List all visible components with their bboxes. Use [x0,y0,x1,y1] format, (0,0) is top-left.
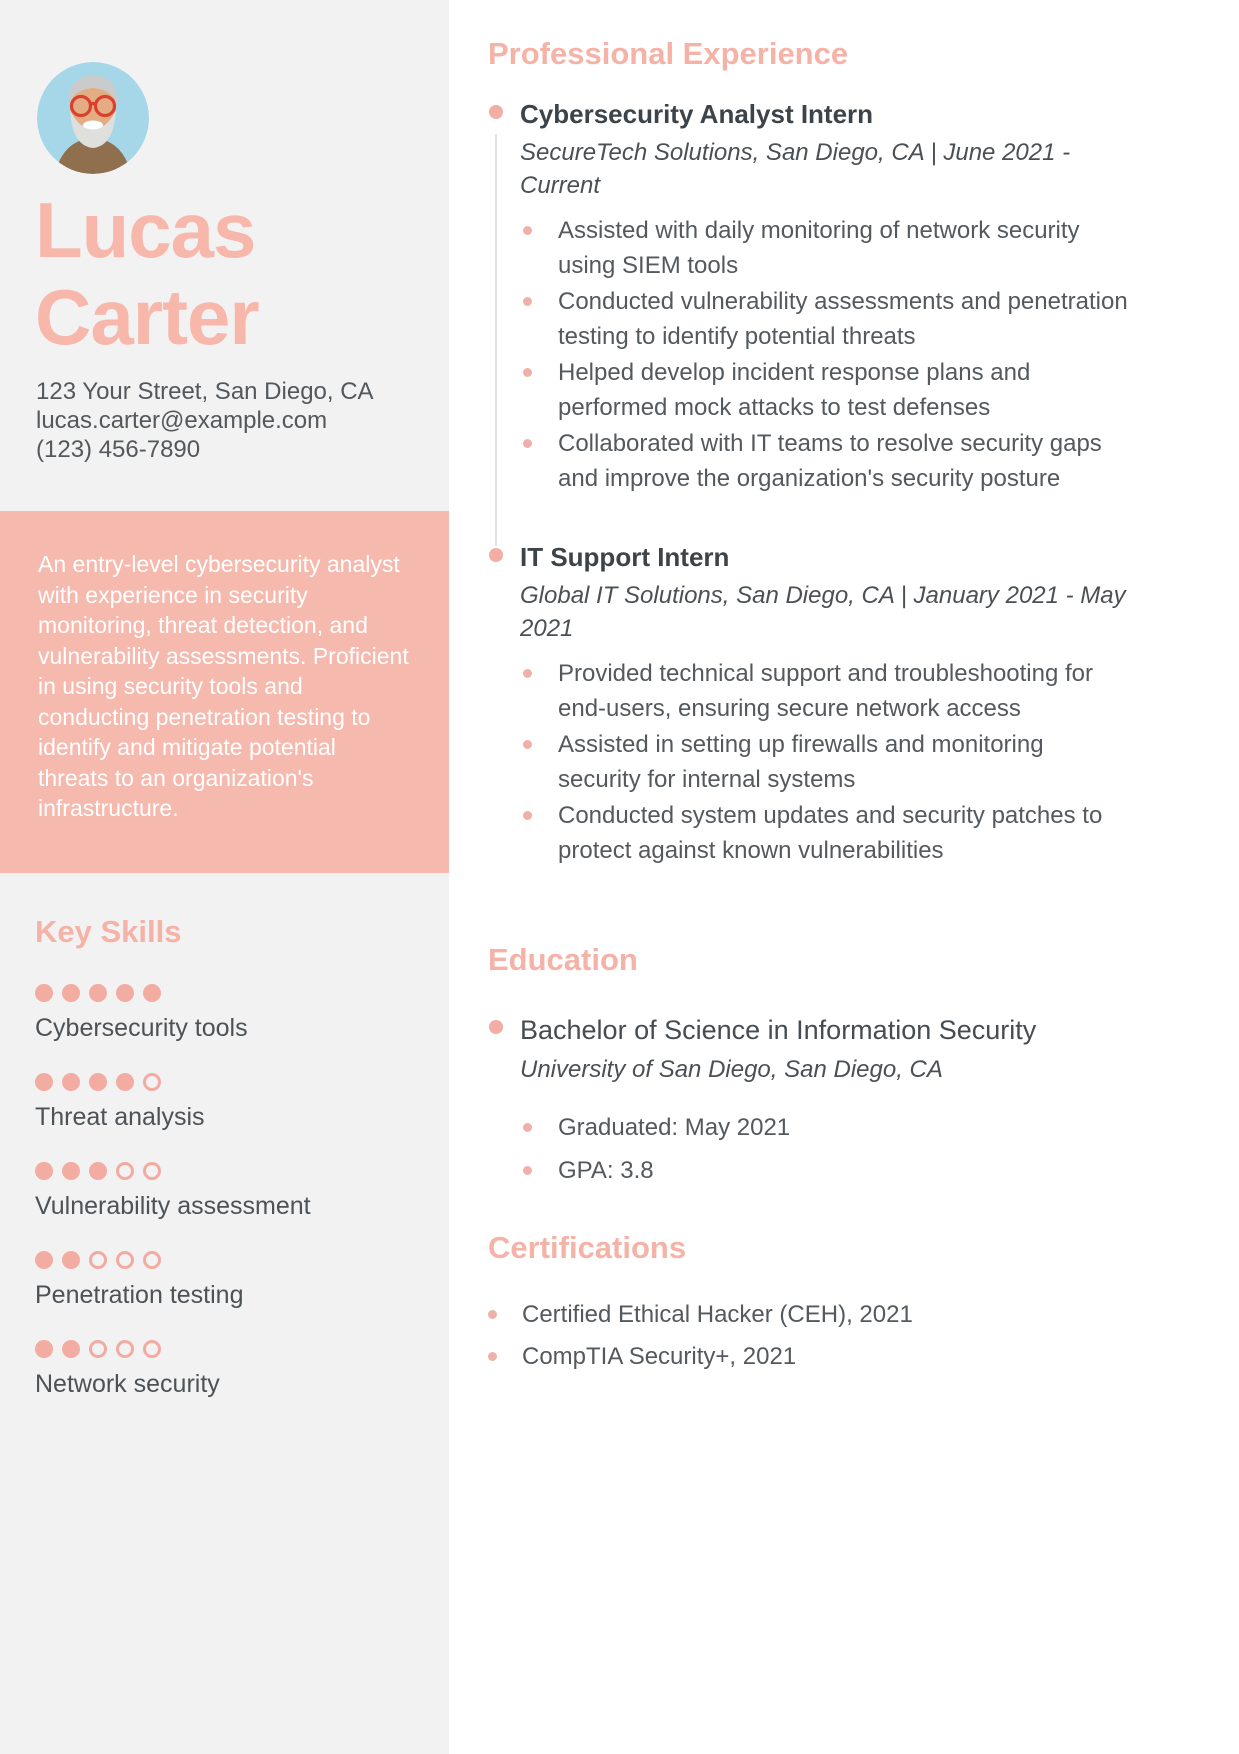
skill-dot-filled [89,1162,107,1180]
contact-phone: (123) 456-7890 [36,436,201,463]
job-bullet-text: Assisted with daily monitoring of network security using SIEM tools [558,217,1080,279]
certification-item [488,1297,1148,1332]
school-meta: University of San Diego, San Diego, CA [520,1056,943,1083]
bullet-dot [523,439,532,448]
candidate-name [35,187,435,361]
bullet-dot [523,811,532,820]
timeline-dot [489,548,503,562]
summary-box [0,511,449,873]
key-skills-heading: Key Skills [35,914,182,949]
skill-item [35,1340,415,1399]
skill-label: Cybersecurity tools [35,1014,248,1042]
skill-rating [35,1340,415,1358]
contact-info [36,378,426,465]
summary-text: An entry-level cybersecurity analyst with experience in security monitoring, threat detection, and vulnerability assessments. Proficient in using security tools and conducting penetration testing to identify and mitigate potential threats to an organization's infrastructure. [38,551,409,821]
bullet-dot [523,368,532,377]
degree-title: Bachelor of Science in Information Security [520,1015,1037,1045]
skill-rating [35,984,415,1002]
education-bullet [520,1110,1128,1145]
certification-item [488,1339,1148,1374]
skill-dot-empty [143,1251,161,1269]
skill-dot-filled [62,1340,80,1358]
experience-entry [488,540,1128,869]
education-entry [488,1012,1128,1196]
skill-dot-filled [35,984,53,1002]
skill-rating [35,1162,415,1180]
job-bullet-list [520,656,1128,868]
job-bullet [520,798,1128,868]
skill-dot-filled [35,1340,53,1358]
main-column [449,0,1239,1754]
skill-dot-empty [143,1073,161,1091]
skill-dot-filled [89,984,107,1002]
skill-label: Threat analysis [35,1103,205,1131]
job-bullet [520,656,1128,726]
skill-dot-empty [116,1162,134,1180]
job-bullet [520,284,1128,354]
skill-item [35,1251,415,1310]
bullet-dot [523,297,532,306]
skills-list [35,984,415,1429]
skill-label: Vulnerability assessment [35,1192,311,1220]
job-bullet [520,355,1128,425]
contact-address: 123 Your Street, San Diego, CA [36,378,374,405]
skill-rating [35,1073,415,1091]
job-bullet-text: Collaborated with IT teams to resolve security gaps and improve the organization's security posture [558,430,1102,492]
skill-rating [35,1251,415,1269]
skill-dot-filled [62,984,80,1002]
skill-dot-empty [116,1340,134,1358]
job-bullet [520,213,1128,283]
skill-dot-filled [143,984,161,1002]
job-bullet-list [520,213,1128,496]
education-bullet-text: Graduated: May 2021 [558,1114,791,1141]
bullet-dot [488,1352,497,1361]
experience-heading: Professional Experience [488,36,849,71]
education-bullet-text: GPA: 3.8 [558,1157,654,1184]
job-bullet-text: Helped develop incident response plans and performed mock attacks to test defenses [558,359,1031,421]
education-heading: Education [488,942,638,977]
skill-label: Penetration testing [35,1281,244,1309]
skill-dot-filled [116,1073,134,1091]
skill-dot-filled [89,1073,107,1091]
job-bullet-text: Assisted in setting up firewalls and monitoring security for internal systems [558,731,1044,793]
certification-text: CompTIA Security+, 2021 [522,1343,797,1370]
job-bullet-text: Conducted system updates and security patches to protect against known vulnerabilities [558,802,1103,864]
job-meta: SecureTech Solutions, San Diego, CA | June 2021 - Current [520,139,1071,199]
sidebar [0,0,449,1754]
skill-dot-empty [89,1340,107,1358]
skill-dot-empty [89,1251,107,1269]
job-bullet [520,727,1128,797]
skill-dot-filled [62,1251,80,1269]
education-bullet-list [520,1110,1128,1188]
skill-label: Network security [35,1370,220,1398]
contact-email: lucas.carter@example.com [36,407,328,434]
bullet-dot [523,669,532,678]
timeline-dot [489,1020,503,1034]
certifications-list [488,1297,1148,1381]
job-bullet-text: Conducted vulnerability assessments and penetration testing to identify potential threats [558,288,1128,350]
skill-dot-filled [62,1162,80,1180]
skill-dot-filled [35,1073,53,1091]
candidate-name-line2: Carter [35,273,259,361]
skill-dot-empty [143,1340,161,1358]
profile-photo-illustration [37,62,149,174]
skill-dot-empty [116,1251,134,1269]
bullet-dot [523,1123,532,1132]
skill-dot-filled [116,984,134,1002]
certifications-heading: Certifications [488,1230,687,1265]
skill-item [35,984,415,1043]
profile-photo [37,62,149,174]
skill-item [35,1162,415,1221]
bullet-dot [523,740,532,749]
bullet-dot [523,1166,532,1175]
certification-text: Certified Ethical Hacker (CEH), 2021 [522,1301,913,1328]
skill-item [35,1073,415,1132]
job-title: IT Support Intern [520,542,730,572]
experience-entry [488,97,1128,497]
skill-dot-filled [35,1251,53,1269]
candidate-name-line1: Lucas [35,186,256,274]
job-meta: Global IT Solutions, San Diego, CA | January 2021 - May 2021 [520,582,1126,642]
job-title: Cybersecurity Analyst Intern [520,99,874,129]
skill-dot-filled [35,1162,53,1180]
job-bullet-text: Provided technical support and troubleshooting for end-users, ensuring secure network access [558,660,1094,722]
education-bullet [520,1153,1128,1188]
job-bullet [520,426,1128,496]
skill-dot-filled [62,1073,80,1091]
bullet-dot [523,226,532,235]
skill-dot-empty [143,1162,161,1180]
timeline-dot [489,105,503,119]
bullet-dot [488,1310,497,1319]
